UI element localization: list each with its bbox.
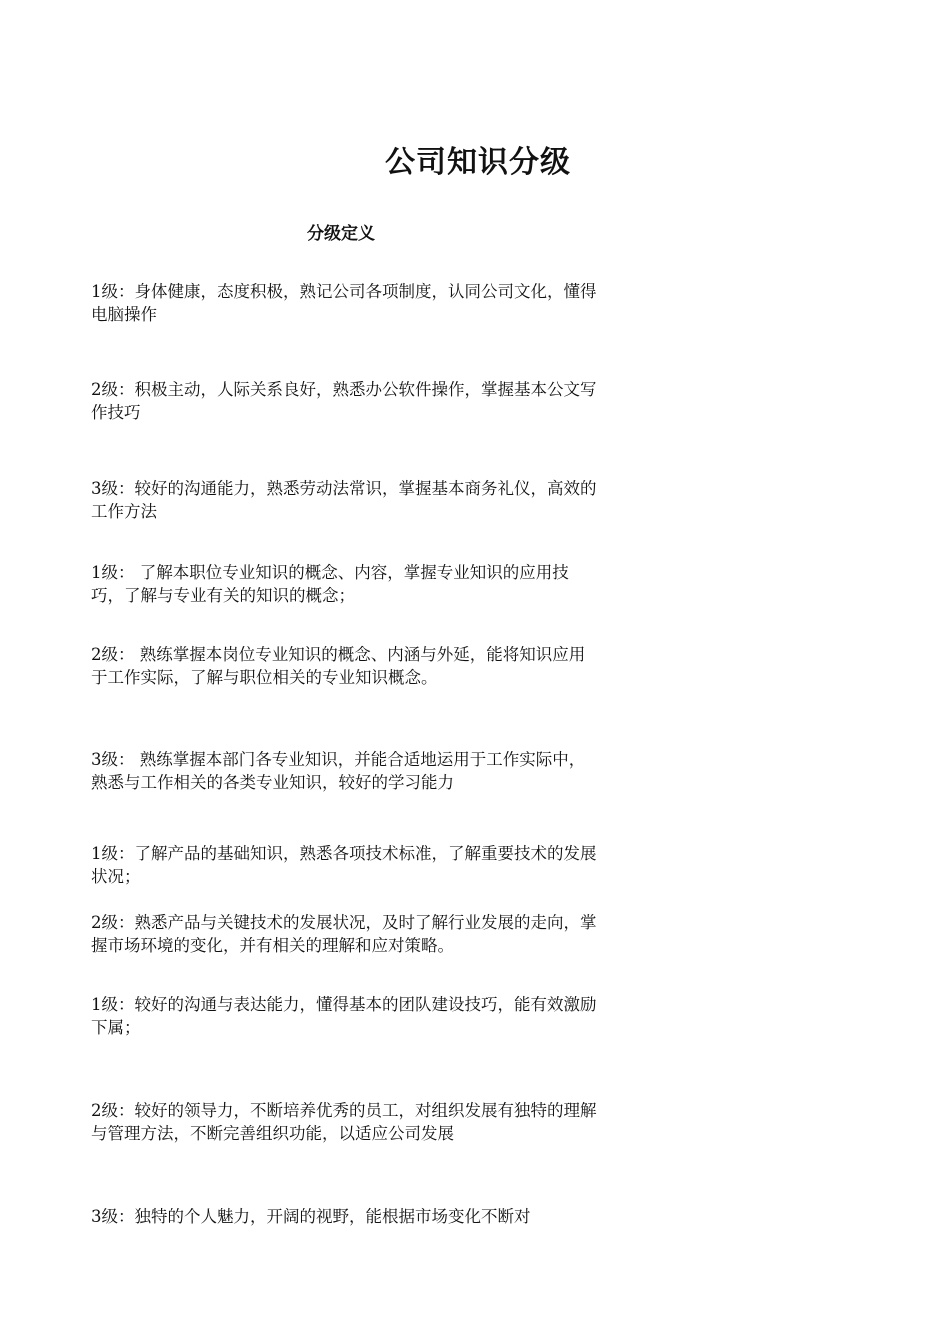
paragraph-professional-level-3: 3级： 熟练掌握本部门各专业知识，并能合适地运用于工作实际中，熟悉与工作相关的各类专业知识，较好的学习能力 <box>91 750 586 792</box>
paragraph-general-level-2: 2级：积极主动，人际关系良好，熟悉办公软件操作，掌握基本公文写作技巧 <box>91 380 597 422</box>
page-title: 公司知识分级 <box>385 145 571 180</box>
paragraph-management-level-3: 3级：独特的个人魅力，开阔的视野，能根据市场变化不断对 <box>91 1207 531 1226</box>
paragraph-management-level-1: 1级：较好的沟通与表达能力，懂得基本的团队建设技巧，能有效激励下属； <box>91 995 597 1037</box>
paragraph-general-level-1: 1级：身体健康，态度积极，熟记公司各项制度，认同公司文化，懂得电脑操作 <box>91 282 597 324</box>
paragraph-professional-level-2: 2级： 熟练掌握本岗位专业知识的概念、内涵与外延，能将知识应用于工作实际，了解与职位相关的专业知识概念。 <box>91 645 586 687</box>
section-heading: 分级定义 <box>307 224 375 244</box>
paragraph-management-level-2: 2级：较好的领导力，不断培养优秀的员工，对组织发展有独特的理解与管理方法，不断完善组织功能，以适应公司发展 <box>91 1101 597 1143</box>
paragraph-product-level-2: 2级：熟悉产品与关键技术的发展状况，及时了解行业发展的走向，掌握市场环境的变化，并有相关的理解和应对策略。 <box>91 913 597 955</box>
paragraph-professional-level-1: 1级： 了解本职位专业知识的概念、内容，掌握专业知识的应用技巧，了解与专业有关的知识的概念； <box>91 563 569 605</box>
paragraph-general-level-3: 3级：较好的沟通能力，熟悉劳动法常识，掌握基本商务礼仪，高效的工作方法 <box>91 479 597 521</box>
paragraph-product-level-1: 1级：了解产品的基础知识，熟悉各项技术标准，了解重要技术的发展状况； <box>91 844 597 886</box>
